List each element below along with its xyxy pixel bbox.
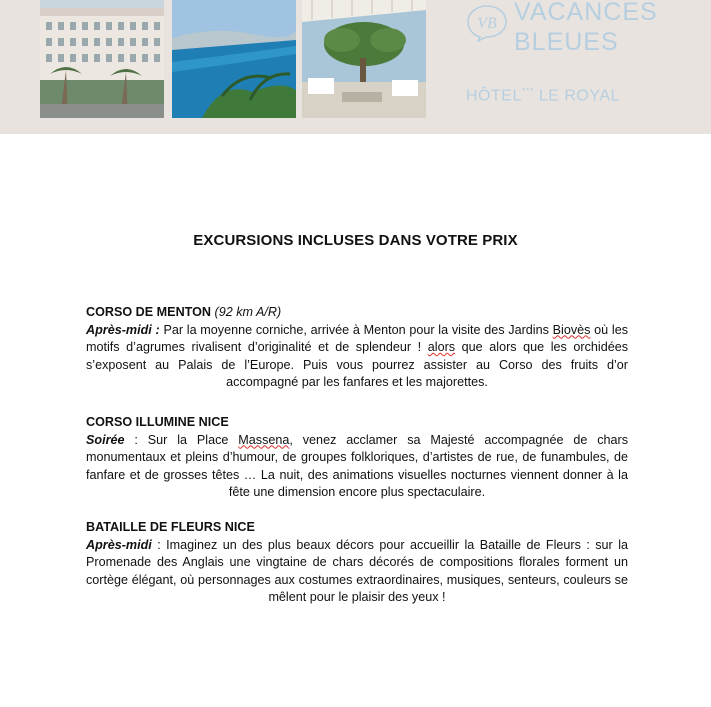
bay-coast-photo <box>172 0 296 118</box>
section-title: CORSO ILLUMINE NICE <box>86 415 229 429</box>
brand-name-line1: VACANCES <box>514 0 658 26</box>
section-heading <box>86 304 628 322</box>
spelling-flag: Massena <box>238 432 290 447</box>
spelling-flag: alors <box>427 340 456 355</box>
section-lead: Après-midi <box>86 537 152 552</box>
excursion-corso-menton <box>86 304 628 392</box>
section-title: CORSO DE MENTON <box>86 305 212 319</box>
body-text: que alors que les orchidées s’exposent au Palais de l’Europe. Puis vous pourrez assister au Corso des fruits d’or accompagné par les fanfares et les majorettes. <box>86 340 629 390</box>
section-lead: Après-midi : <box>86 322 160 337</box>
body-text: Par la moyenne corniche, arrivée à Menton pour la visite des Jardins <box>163 322 549 337</box>
logo-initials: VB <box>477 15 497 32</box>
body-text: : Imaginez un des plus beaux décors pour accueillir la Bataille de Fleurs : sur la Promenade des Anglais une vingtaine de chars décorés de compositions florales forment un cortège élégant, où personnages aux costumes extraordinaires, musiques, senteurs, couleurs se mêlent pour le plaisir des yeux ! <box>86 537 628 605</box>
section-body <box>86 432 628 502</box>
excursion-bataille-fleurs <box>86 519 628 607</box>
hotel-prefix: HÔTEL <box>466 87 522 105</box>
section-title: BATAILLE DE FLEURS NICE <box>86 520 255 534</box>
terrace-pine-photo <box>302 0 426 118</box>
body-text: où les motifs d’agrumes rivalisent d’originalité et de splendeur ! <box>86 322 629 355</box>
body-text: : Sur la Place <box>134 432 229 447</box>
page-title: EXCURSIONS INCLUSES DANS VOTRE PRIX <box>193 232 518 249</box>
spelling-flag: Biovès <box>552 322 591 337</box>
hotel-name <box>466 86 620 105</box>
section-body <box>86 537 628 607</box>
section-subtitle: (92 km A/R) <box>214 305 282 319</box>
hotel-title: LE ROYAL <box>538 87 620 105</box>
logo-speech-bubble-icon <box>466 4 508 42</box>
section-lead: Soirée <box>86 432 125 447</box>
excursion-corso-illumine <box>86 414 628 502</box>
hotel-facade-photo <box>40 0 164 118</box>
hotel-stars: *** <box>521 86 534 96</box>
body-text: , venez acclamer sa Majesté accompagnée de chars monumentaux et pleins d’humour, de groupes folkloriques, d’artistes de rue, de funambules, de fanfare et de grosses têtes … La nuit, des animations visuelles nocturnes viennent donner à la fête une dimension encore plus spectaculaire. <box>86 432 628 500</box>
vacances-bleues-logo <box>462 0 702 120</box>
section-body <box>86 322 628 392</box>
brand-name-line2: BLEUES <box>514 28 619 56</box>
header-banner <box>0 0 711 134</box>
